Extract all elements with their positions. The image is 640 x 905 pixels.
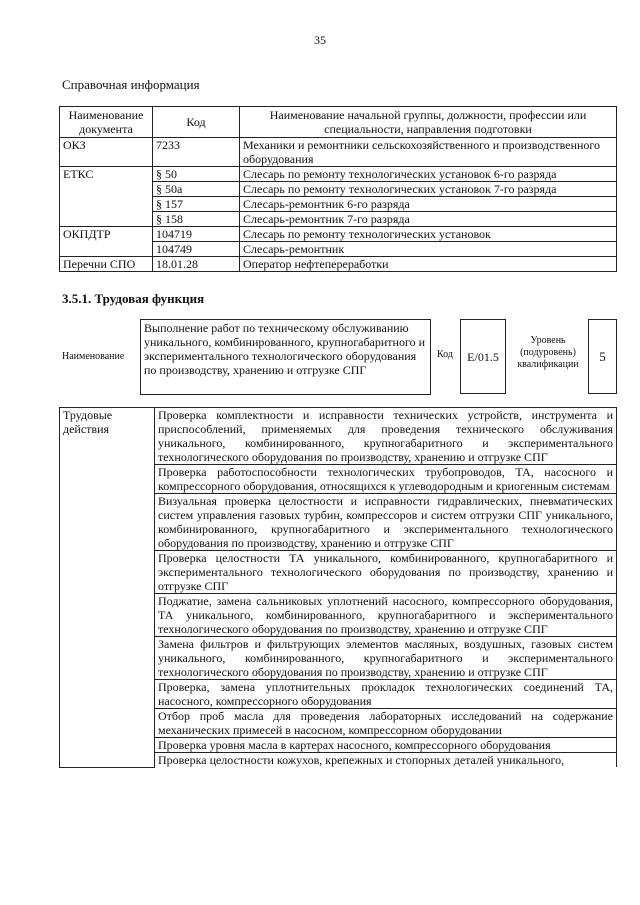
table-row [60,138,617,167]
cell-document [60,242,153,257]
cell-name: Слесарь-ремонтник 7-го разряда [240,212,617,227]
function-name-label: Наименование [62,351,125,362]
labor-action-item: Замена фильтров и фильтрующих элементов масляных, воздушных, газовых систем уникального, комбинированного, крупногабаритного и экспериментального технологического оборудования по производству, хранению и отгрузке СПГ [155,637,617,680]
table-row [60,408,617,465]
function-name-value: Выполнение работ по техническому обслуживанию уникального, комбинированного, крупногабаритного и экспериментального технологического оборудования по производству, хранению и отгрузке СПГ [140,319,431,395]
cell-code: 104719 [153,227,240,242]
table-row [60,257,617,272]
table-row [60,227,617,242]
cell-code: § 50а [153,182,240,197]
page-number: 35 [314,33,326,47]
cell-document: ОКЗ [60,138,153,167]
cell-code: § 157 [153,197,240,212]
cell-code: § 50 [153,167,240,182]
cell-name: Механики и ремонтники сельскохозяйственного и производственного оборудования [240,138,617,167]
labor-action-item: Отбор проб масла для проведения лабораторных исследований на содержание механических примесей в насосном, компрессорном оборудовании [155,709,617,738]
labor-action-item: Проверка работоспособности технологических трубопроводов, ТА, насосного и компрессорного оборудования, относящихся к углеводородным и криогенным системам [155,465,617,494]
cell-document: ОКПДТР [60,227,153,242]
labor-actions-table [59,407,617,768]
header-document: Наименование документа [60,107,153,138]
table-row [60,242,617,257]
function-code-value: Е/01.5 [460,319,506,394]
table-row [60,167,617,182]
function-heading: 3.5.1. Трудовая функция [62,291,205,306]
cell-name: Оператор нефтепереработки [240,257,617,272]
labor-actions-label: Трудовые действия [60,408,155,768]
header-group-name: Наименование начальной группы, должности, профессии или специальности, направления подготовки [240,107,617,138]
cell-code: § 158 [153,212,240,227]
cell-document [60,212,153,227]
labor-action-item: Проверка целостности кожухов, крепежных и стопорных деталей уникального, [155,753,617,768]
reference-table [59,106,617,272]
cell-document [60,197,153,212]
cell-document [60,182,153,197]
labor-action-item: Проверка уровня масла в картерах насосного, компрессорного оборудования [155,738,617,753]
labor-action-item: Проверка, замена уплотнительных прокладок технологических соединений ТА, насосного, компрессорного оборудования [155,680,617,709]
table-row [60,212,617,227]
cell-document: ЕТКС [60,167,153,182]
labor-action-item: Визуальная проверка целостности и исправности гидравлических, пневматических систем управления газовых турбин, компрессоров и систем отгрузки СПГ уникального, комбинированного, крупногабаритного и экспериментального технологического оборудования по производству, хранению и отгрузке СПГ [155,494,617,551]
labor-action-item: Поджатие, замена сальниковых уплотнений насосного, компрессорного оборудования, ТА уникального, комбинированного, крупногабаритного и экспериментального технологического оборудования по производству, хранению и отгрузке СПГ [155,594,617,637]
table-row [60,182,617,197]
cell-code: 7233 [153,138,240,167]
labor-action-item: Проверка целостности ТА уникального, комбинированного, крупногабаритного и экспериментального технологического оборудования по производству, хранению и отгрузке СПГ [155,551,617,594]
cell-name: Слесарь-ремонтник [240,242,617,257]
header-code: Код [153,107,240,138]
cell-name: Слесарь по ремонту технологических установок [240,227,617,242]
cell-code: 18.01.28 [153,257,240,272]
table-row [60,197,617,212]
labor-action-item: Проверка комплектности и исправности технических устройств, инструмента и приспособлений, применяемых для проведения технического обслуживания уникального, комбинированного, крупногабаритного и экспериментального технологического оборудования по производству, хранению и отгрузке СПГ [155,408,617,465]
reference-heading: Справочная информация [62,77,200,92]
cell-name: Слесарь по ремонту технологических установок 6-го разряда [240,167,617,182]
function-code-label: Код [437,349,453,360]
qualification-level-value: 5 [588,319,617,394]
cell-document: Перечни СПО [60,257,153,272]
cell-name: Слесарь-ремонтник 6-го разряда [240,197,617,212]
cell-code: 104749 [153,242,240,257]
reference-table-header [60,107,617,138]
qualification-level-label: Уровень (подуровень) квалификации [517,335,579,370]
cell-name: Слесарь по ремонту технологических установок 7-го разряда [240,182,617,197]
